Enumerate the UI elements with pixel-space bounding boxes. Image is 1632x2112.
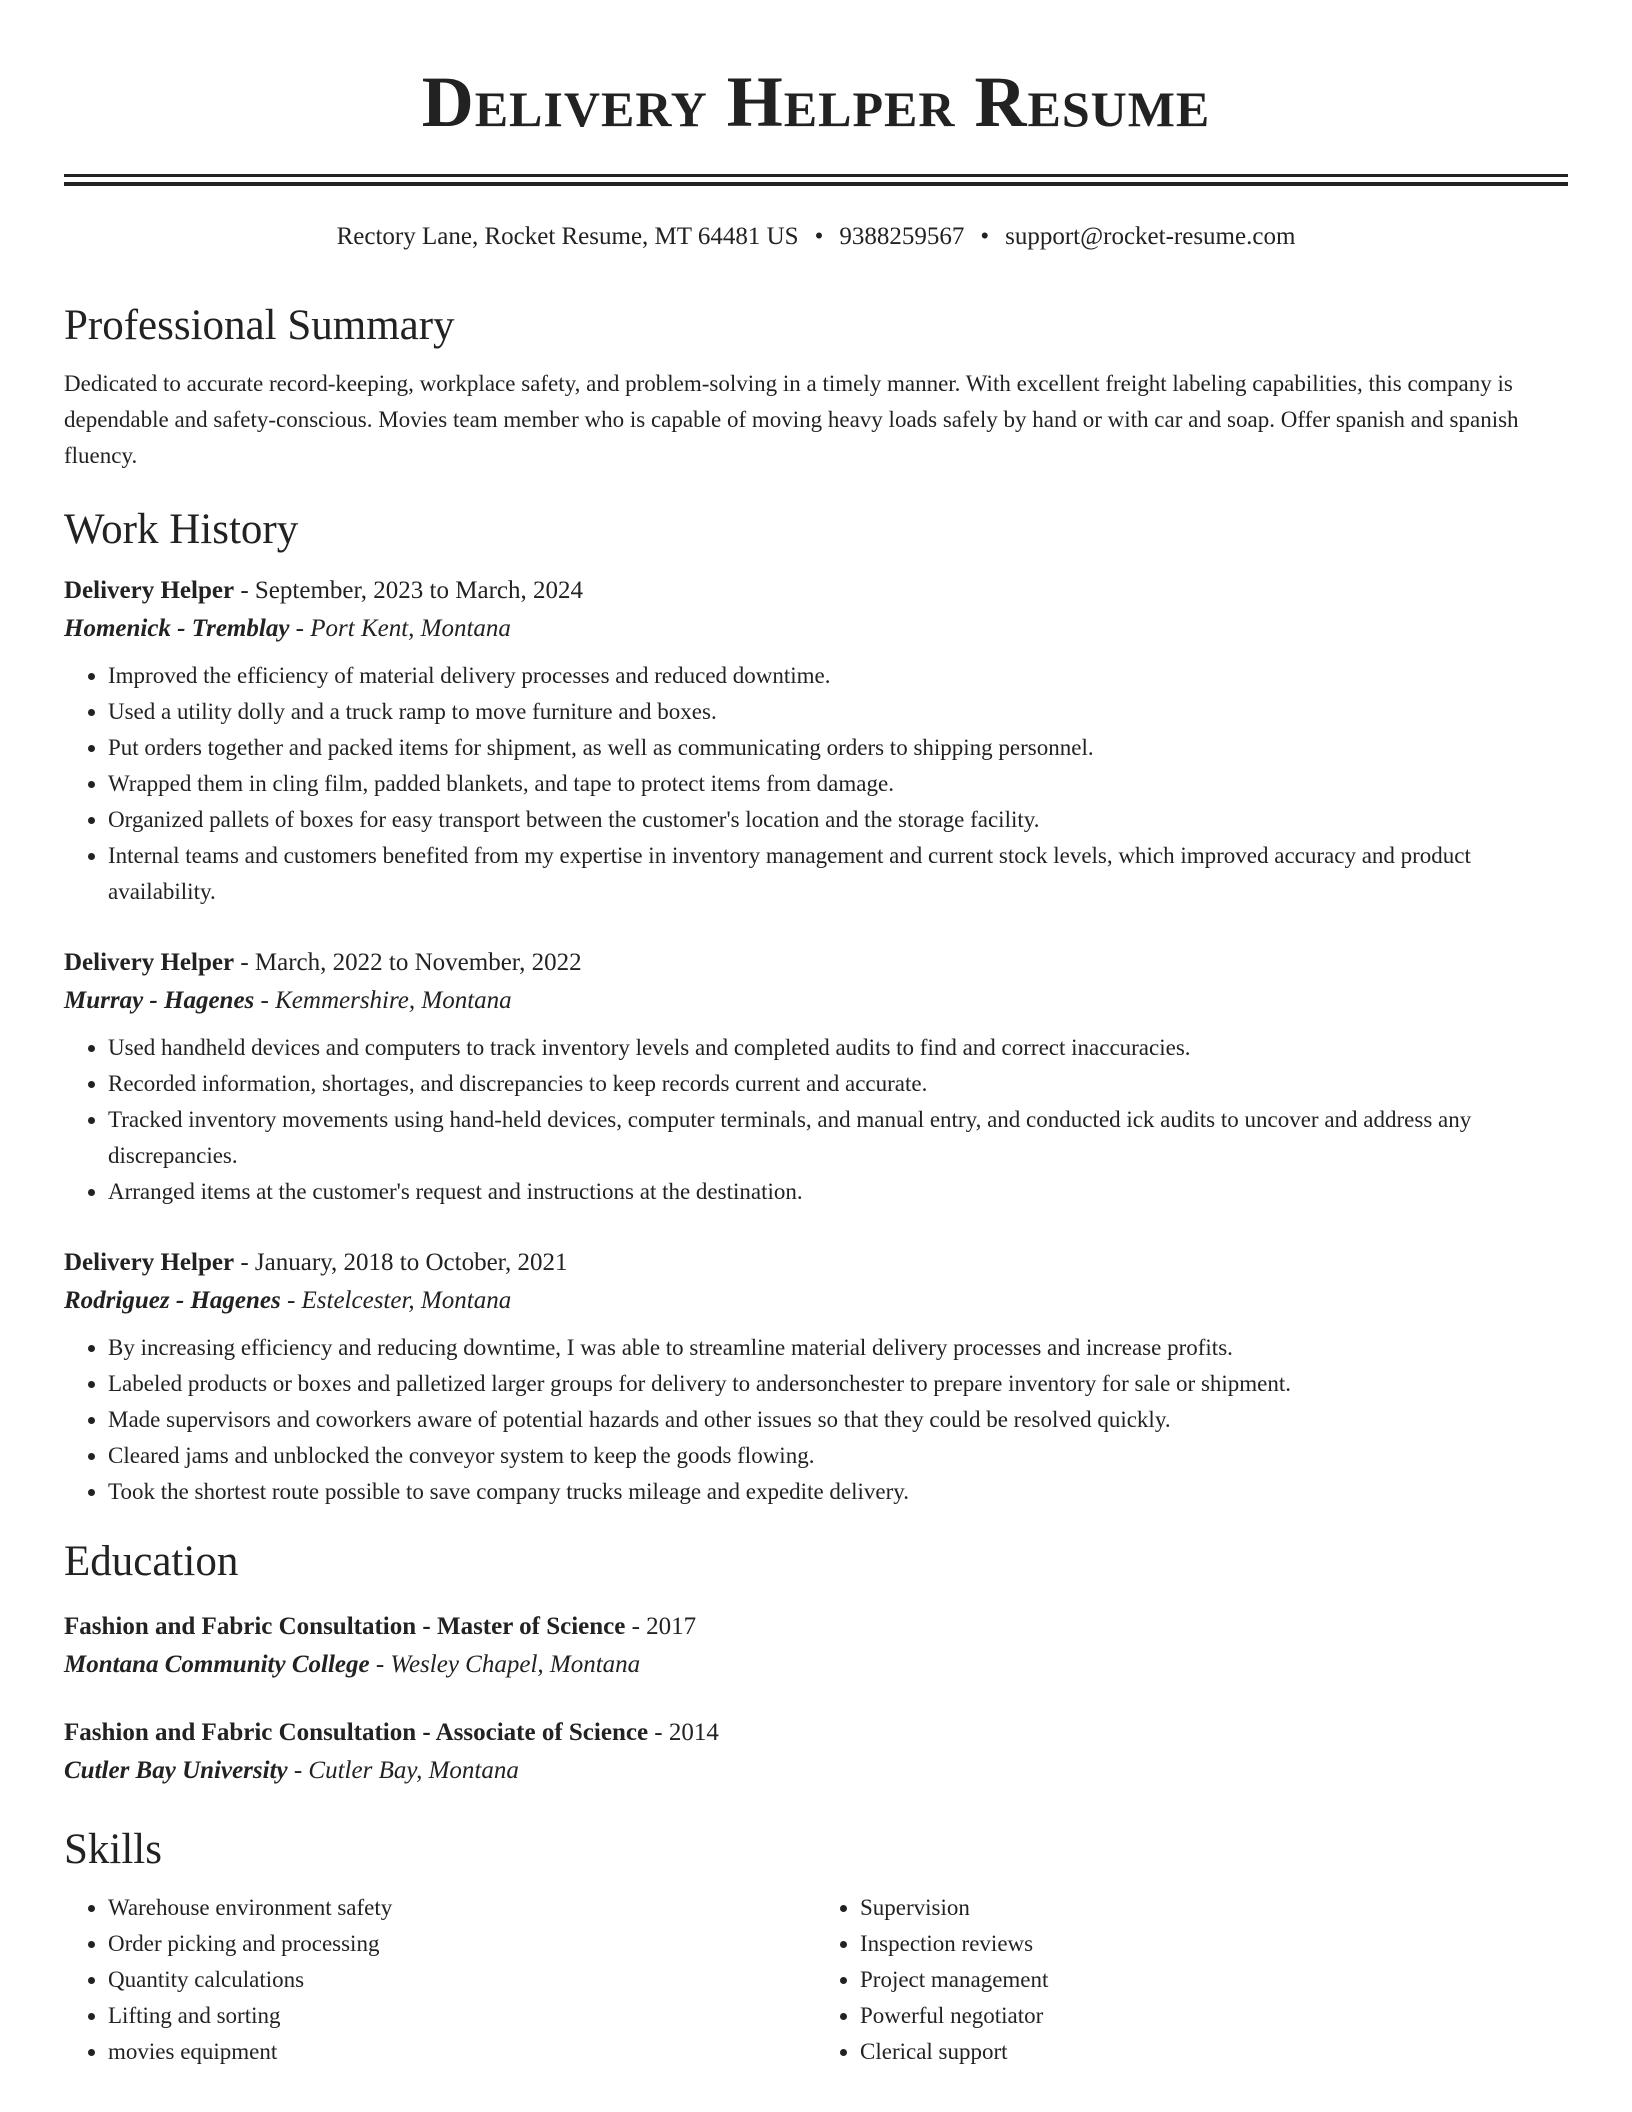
skill-item: • Lifting and sorting bbox=[108, 1998, 816, 2034]
contact-line bbox=[64, 220, 1568, 254]
contact-phone: 9388259567 bbox=[839, 223, 965, 250]
skill-item: • Supervision bbox=[860, 1890, 1568, 1926]
job-title: Delivery Helper bbox=[64, 577, 235, 604]
job-location: - Estelcester, Montana bbox=[280, 1287, 512, 1314]
skills-grid bbox=[64, 1890, 1568, 2070]
job-duty: • Put orders together and packed items for shipment, as well as communicating orders to shipping personnel. bbox=[108, 730, 1568, 766]
education-school-line bbox=[64, 1752, 1568, 1790]
job-duty: • Took the shortest route possible to save company trucks mileage and expedite delivery. bbox=[108, 1474, 1568, 1510]
job-duty: • Used handheld devices and computers to track inventory levels and completed audits to find and correct inaccuracies. bbox=[108, 1030, 1568, 1066]
skills-column-right bbox=[816, 1890, 1568, 2070]
job-duty: • Improved the efficiency of material delivery processes and reduced downtime. bbox=[108, 658, 1568, 694]
education-school-line bbox=[64, 1646, 1568, 1684]
summary-heading: Professional Summary bbox=[64, 302, 455, 349]
education-entry bbox=[64, 1714, 1568, 1790]
education-degree: Fashion and Fabric Consultation - Associate of Science bbox=[64, 1719, 649, 1746]
job-duty: • Arranged items at the customer's request and instructions at the destination. bbox=[108, 1174, 1568, 1210]
job-company-line bbox=[64, 610, 1568, 648]
job-duty: • Tracked inventory movements using hand-held devices, computer terminals, and manual entry, and conducted ick audits to uncover and address any discrepancies. bbox=[108, 1102, 1568, 1174]
education-location: - Wesley Chapel, Montana bbox=[369, 1651, 641, 1678]
job-duty: • Labeled products or boxes and palletized larger groups for delivery to andersonchester to prepare inventory for sale or shipment. bbox=[108, 1366, 1568, 1402]
skill-item: • Inspection reviews bbox=[860, 1926, 1568, 1962]
job-duty: • Used a utility dolly and a truck ramp to move furniture and boxes. bbox=[108, 694, 1568, 730]
work-history-heading: Work History bbox=[64, 506, 299, 553]
education-school: Cutler Bay University bbox=[64, 1757, 288, 1784]
job-title: Delivery Helper bbox=[64, 949, 235, 976]
job-entry bbox=[64, 572, 1568, 910]
job-company: Rodriguez - Hagenes bbox=[64, 1287, 281, 1314]
job-company-line bbox=[64, 1282, 1568, 1320]
job-location: - Port Kent, Montana bbox=[289, 615, 511, 642]
job-company: Murray - Hagenes bbox=[64, 987, 255, 1014]
education-location: - Cutler Bay, Montana bbox=[287, 1757, 519, 1784]
job-duty: • Internal teams and customers benefited from my expertise in inventory management and current stock levels, which improved accuracy and product availability. bbox=[108, 838, 1568, 910]
skill-item: • Project management bbox=[860, 1962, 1568, 1998]
job-entry bbox=[64, 944, 1568, 1210]
skill-item: • movies equipment bbox=[108, 2034, 816, 2070]
skill-item: • Clerical support bbox=[860, 2034, 1568, 2070]
education-school: Montana Community College bbox=[64, 1651, 370, 1678]
contact-separator: • bbox=[814, 223, 824, 250]
education-year: - 2014 bbox=[648, 1719, 719, 1746]
job-title-line bbox=[64, 1244, 1568, 1282]
job-dates: - January, 2018 to October, 2021 bbox=[234, 1249, 568, 1276]
job-company: Homenick - Tremblay bbox=[64, 615, 290, 642]
job-duties-list bbox=[64, 1030, 1568, 1210]
skill-item: • Powerful negotiator bbox=[860, 1998, 1568, 2034]
job-duty: • Wrapped them in cling film, padded blankets, and tape to protect items from damage. bbox=[108, 766, 1568, 802]
skill-item: • Warehouse environment safety bbox=[108, 1890, 816, 1926]
job-dates: - March, 2022 to November, 2022 bbox=[234, 949, 582, 976]
job-duty: • Made supervisors and coworkers aware of potential hazards and other issues so that they could be resolved quickly. bbox=[108, 1402, 1568, 1438]
education-degree-line bbox=[64, 1608, 1568, 1646]
skill-item: • Quantity calculations bbox=[108, 1962, 816, 1998]
title-divider bbox=[64, 174, 1568, 186]
job-duty: • Organized pallets of boxes for easy transport between the customer's location and the storage facility. bbox=[108, 802, 1568, 838]
education-entry bbox=[64, 1608, 1568, 1684]
job-company-line bbox=[64, 982, 1568, 1020]
job-entry bbox=[64, 1244, 1568, 1510]
job-title: Delivery Helper bbox=[64, 1249, 235, 1276]
contact-separator: • bbox=[980, 223, 990, 250]
job-title-line bbox=[64, 572, 1568, 610]
education-degree-line bbox=[64, 1714, 1568, 1752]
job-duties-list bbox=[64, 1330, 1568, 1510]
resume-title: Delivery Helper Resume bbox=[421, 62, 1211, 142]
skills-heading: Skills bbox=[64, 1826, 162, 1873]
education-year: - 2017 bbox=[625, 1613, 697, 1640]
skills-column-left bbox=[64, 1890, 816, 2070]
skill-item: • Order picking and processing bbox=[108, 1926, 816, 1962]
job-duty: • Cleared jams and unblocked the conveyor system to keep the goods flowing. bbox=[108, 1438, 1568, 1474]
contact-address: Rectory Lane, Rocket Resume, MT 64481 US bbox=[336, 223, 799, 250]
job-dates: - September, 2023 to March, 2024 bbox=[234, 577, 584, 604]
job-duty: • By increasing efficiency and reducing downtime, I was able to streamline material delivery processes and increase profits. bbox=[108, 1330, 1568, 1366]
education-degree: Fashion and Fabric Consultation - Master of Science bbox=[64, 1613, 626, 1640]
contact-email: support@rocket-resume.com bbox=[1005, 223, 1296, 250]
job-duties-list bbox=[64, 658, 1568, 910]
job-title-line bbox=[64, 944, 1568, 982]
job-location: - Kemmershire, Montana bbox=[254, 987, 512, 1014]
summary-text: Dedicated to accurate record-keeping, workplace safety, and problem-solving in a timely manner. With excellent freight labeling capabilities, this company is dependable and safety-conscious. Movies team member who is capable of moving heavy loads safely by hand or with car and soap. Offer spanish and spanish fluency. bbox=[64, 371, 1519, 468]
job-duty: • Recorded information, shortages, and discrepancies to keep records current and accurate. bbox=[108, 1066, 1568, 1102]
education-heading: Education bbox=[64, 1538, 239, 1585]
